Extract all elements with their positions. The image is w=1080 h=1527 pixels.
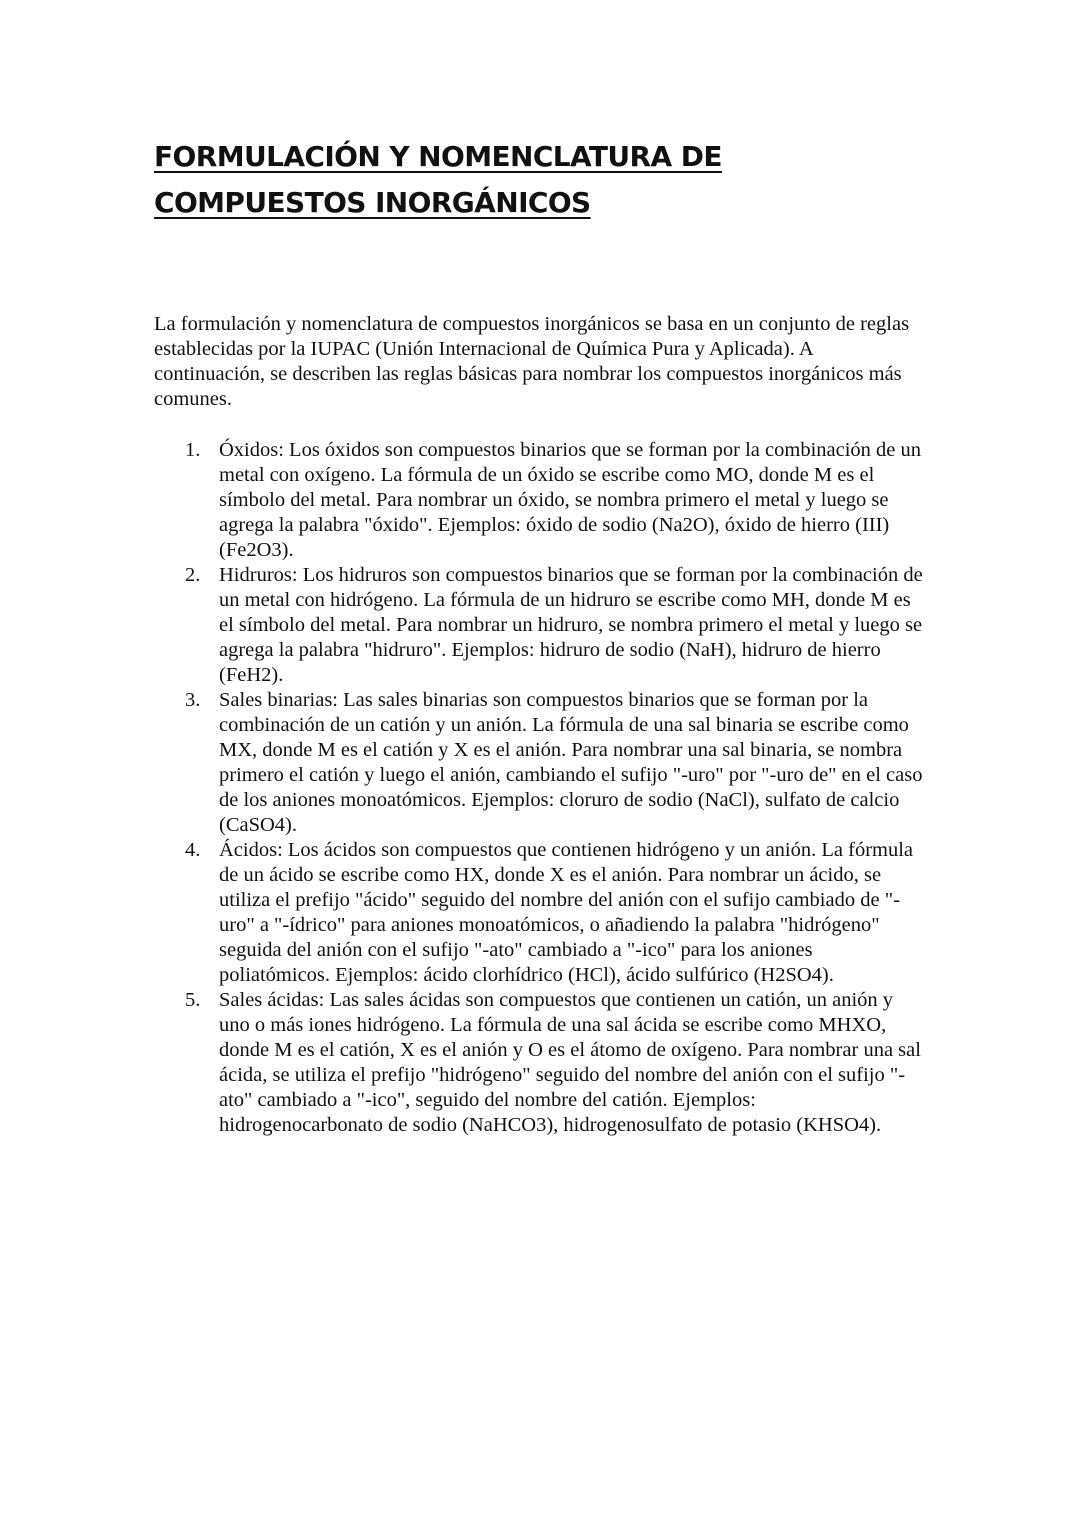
list-item-text: Sales ácidas: Las sales ácidas son compuestos que contienen un catión, un anión y uno o más iones hidrógeno. La fórmula de una sal ácida se escribe como MHXO, donde M es el catión, X es el anión y O es el átomo de oxígeno. Para nombrar una sal ácida, se utiliza el prefijo "hidrógeno" seguido del nombre del anión con el sufijo "-ato" cambiado a "-ico", seguido del nombre del catión. Ejemplos: hidrogenocarbonato de sodio (NaHCO3), hidrogenosulfato de potasio (KHSO4). (219, 989, 921, 1136)
list-item-number: 4. (185, 839, 201, 861)
list-item-number: 2. (185, 564, 201, 586)
intro-paragraph: La formulación y nomenclatura de compuestos inorgánicos se basa en un conjunto de reglas establecidas por la IUPAC (Unión Internacional de Química Pura y Aplicada). A continuación, se describen las reglas básicas para nombrar los compuestos inorgánicos más comunes. (154, 313, 910, 410)
title-line-2-text: COMPUESTOS INORGÁNICOS (154, 186, 591, 219)
list-item-number: 1. (185, 439, 201, 461)
rules-list (154, 438, 924, 1138)
list-item-text: Ácidos: Los ácidos son compuestos que contienen hidrógeno y un anión. La fórmula de un ácido se escribe como HX, donde X es el anión. Para nombrar un ácido, se utiliza el prefijo "ácido" seguido del nombre del anión con el sufijo cambiado de "-uro" a "-ídrico" para aniones monoatómicos, o añadiendo la palabra "hidrógeno" seguida del anión con el sufijo "-ato" cambiado a "-ico" para los aniones poliatómicos. Ejemplos: ácido clorhídrico (HCl), ácido sulfúrico (H2SO4). (219, 839, 914, 986)
title-line-1 (154, 134, 954, 180)
title-line-2 (154, 180, 954, 226)
list-item-text: Sales binarias: Las sales binarias son compuestos binarios que se forman por la combinación de un catión y un anión. La fórmula de una sal binaria se escribe como MX, donde M es el catión y X es el anión. Para nombrar una sal binaria, se nombra primero el catión y luego el anión, cambiando el sufijo "-uro" por "-uro de" en el caso de los aniones monoatómicos. Ejemplos: cloruro de sodio (NaCl), sulfato de calcio (CaSO4). (219, 689, 923, 836)
list-item-acidos (154, 838, 924, 988)
list-item-number: 3. (185, 689, 201, 711)
list-item-number: 5. (185, 989, 201, 1011)
document-title (154, 134, 954, 226)
list-item-hidruros (154, 563, 924, 688)
list-item-sales-acidas (154, 988, 924, 1138)
list-item-text: Óxidos: Los óxidos son compuestos binarios que se forman por la combinación de un metal con oxígeno. La fórmula de un óxido se escribe como MO, donde M es el símbolo del metal. Para nombrar un óxido, se nombra primero el metal y luego se agrega la palabra "óxido". Ejemplos: óxido de sodio (Na2O), óxido de hierro (III) (Fe2O3). (219, 439, 922, 561)
list-item-oxidos (154, 438, 924, 563)
list-item-text: Hidruros: Los hidruros son compuestos binarios que se forman por la combinación de un metal con hidrógeno. La fórmula de un hidruro se escribe como MH, donde M es el símbolo del metal. Para nombrar un hidruro, se nombra primero el metal y luego se agrega la palabra "hidruro". Ejemplos: hidruro de sodio (NaH), hidruro de hierro (FeH2). (219, 564, 923, 686)
title-line-1-text: FORMULACIÓN Y NOMENCLATURA DE (154, 140, 722, 173)
list-item-sales-binarias (154, 688, 924, 838)
